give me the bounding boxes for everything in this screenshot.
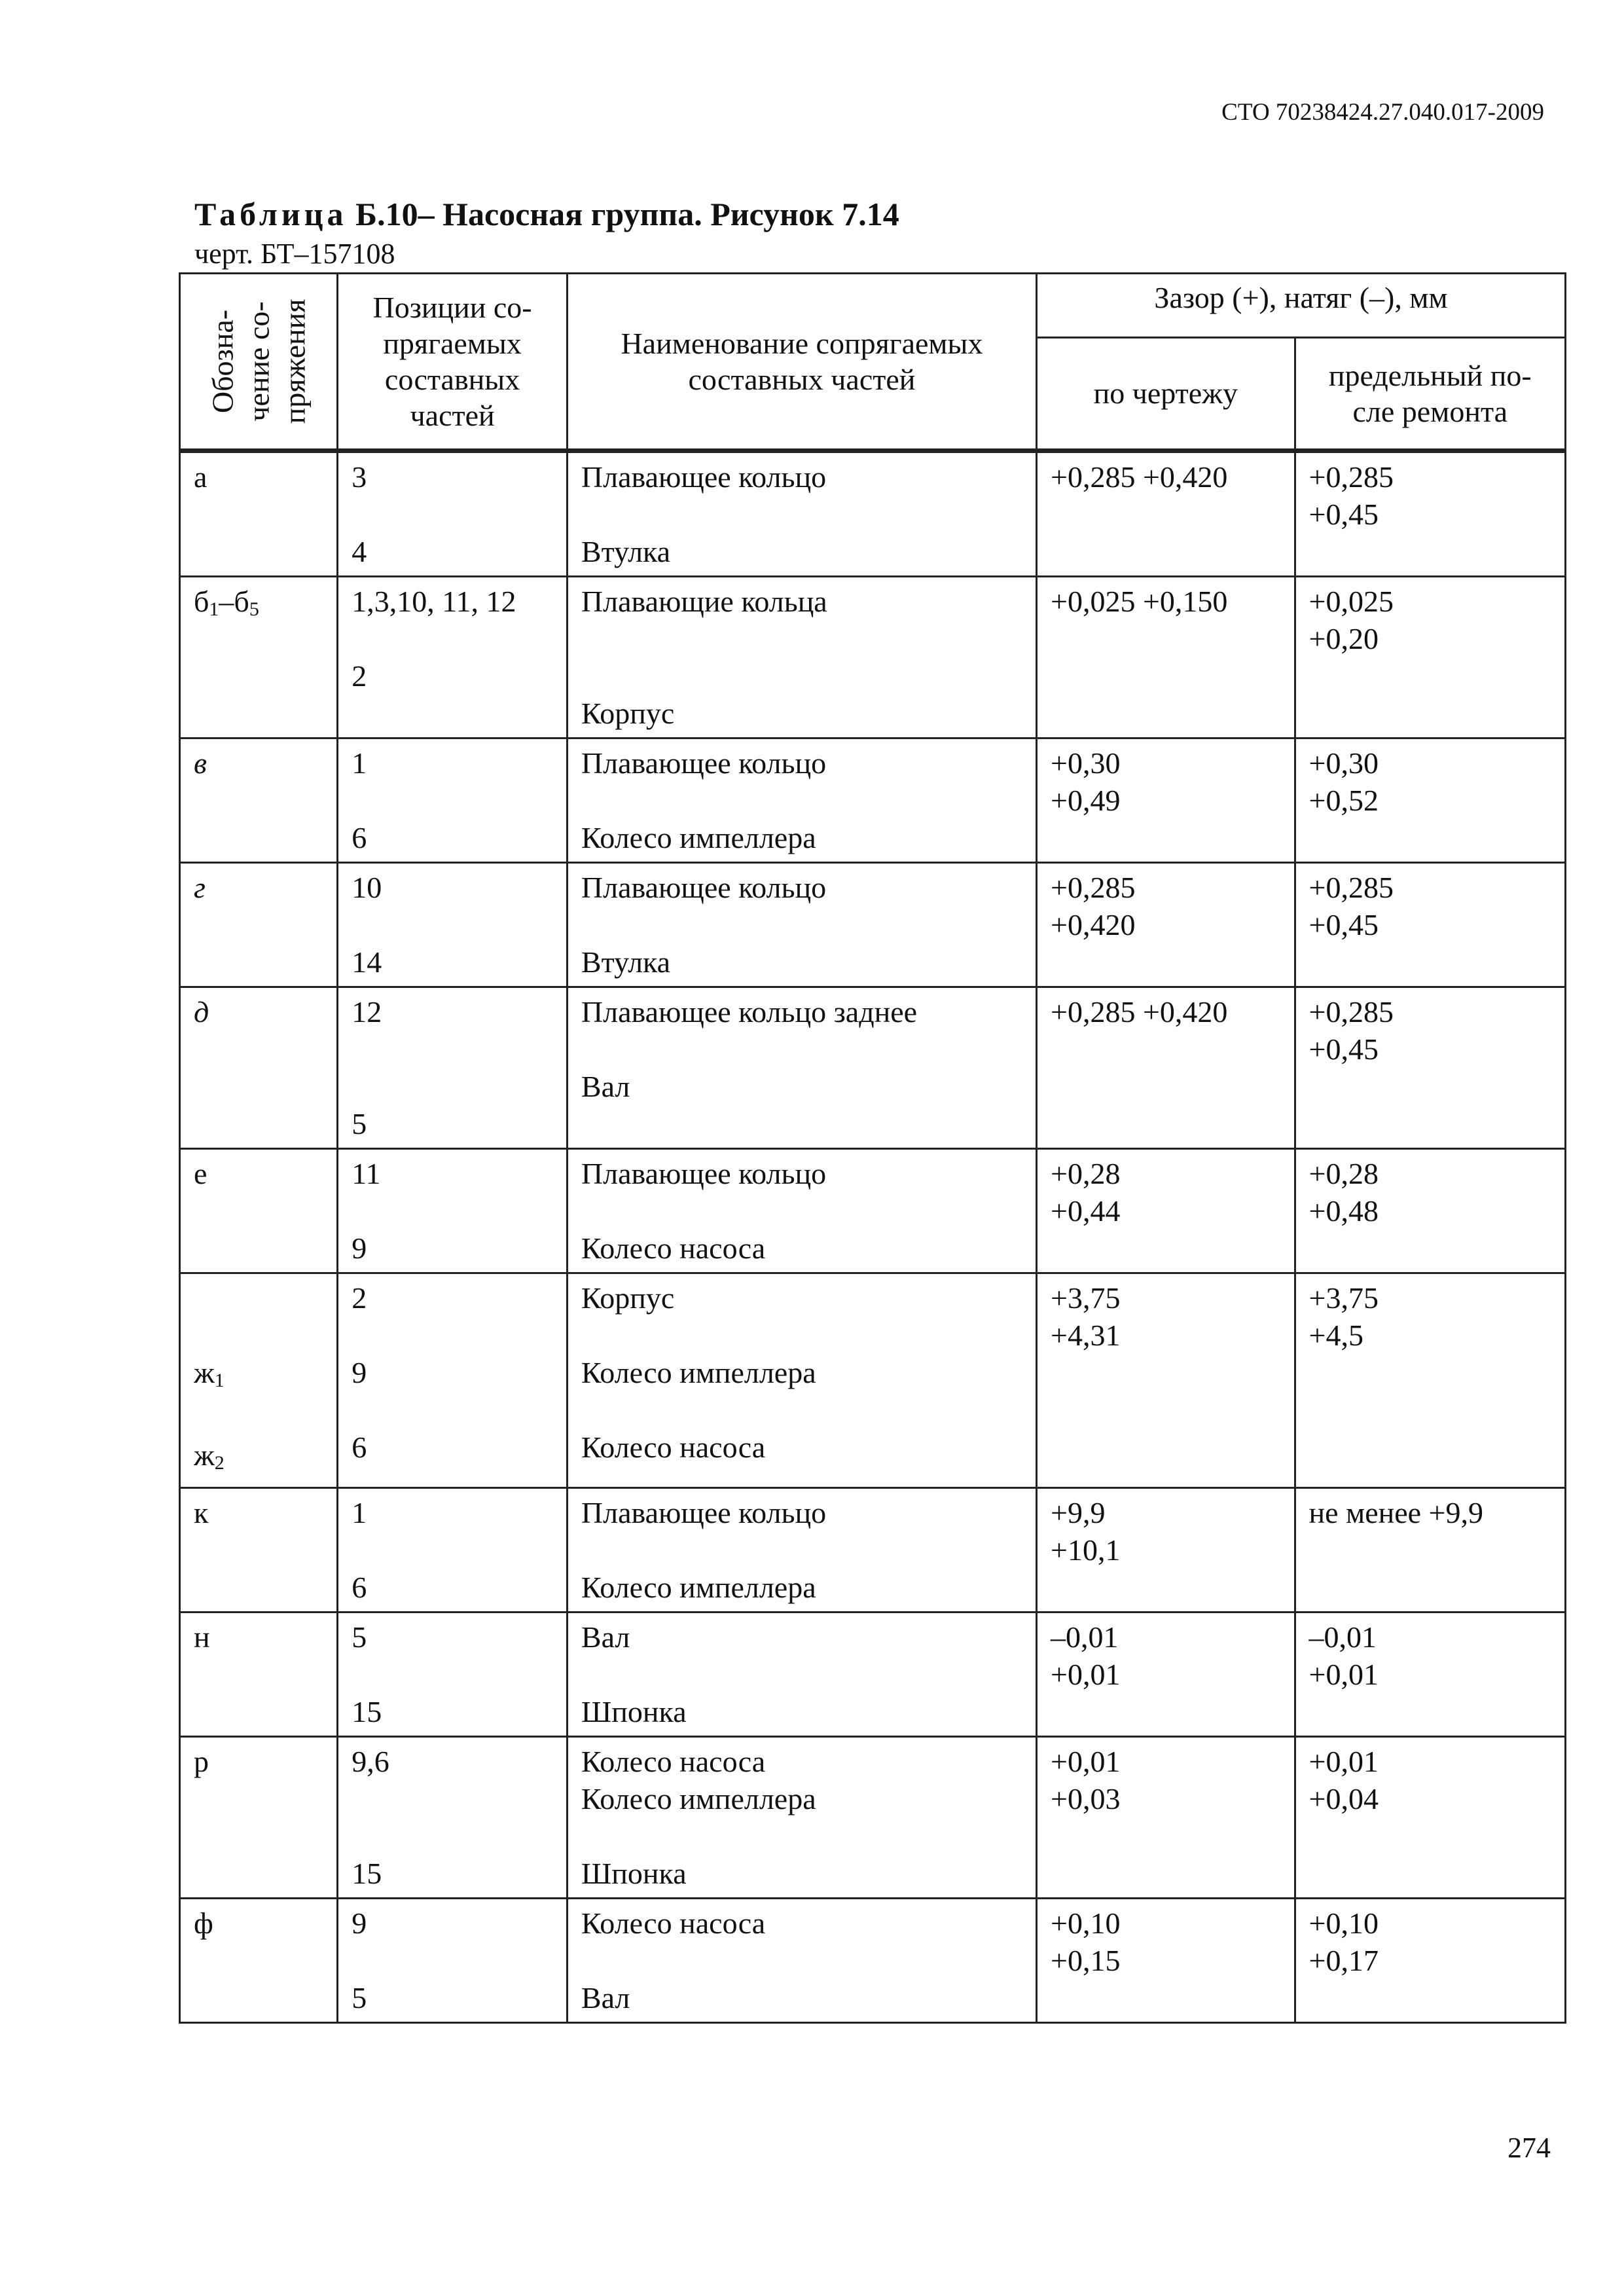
positions-cell-line: 5: [352, 1620, 367, 1654]
parts-cell-line: Колесо насоса: [581, 1906, 766, 1940]
positions-cell-line: [352, 1531, 553, 1569]
designation-text: ж: [194, 1356, 215, 1389]
parts-cell-line: Плавающее кольцо заднее: [581, 995, 918, 1029]
positions-cell: [338, 451, 568, 577]
positions-cell: [338, 577, 568, 738]
parts-cell-line: [581, 1317, 1022, 1354]
after-repair-cell: [1295, 577, 1565, 738]
designation-cell: [180, 1488, 338, 1613]
parts-cell-line: Корпус: [581, 1281, 675, 1315]
positions-cell-line: 6: [352, 821, 367, 854]
after-repair-cell-line: +0,20: [1308, 622, 1379, 655]
by-drawing-cell-line: +0,10: [1051, 1906, 1121, 1940]
positions-cell-line: [352, 1942, 553, 1979]
designation-line: [194, 1436, 323, 1482]
by-drawing-cell-line: +10,1: [1051, 1533, 1121, 1567]
table-row: [180, 451, 1566, 577]
designation-line: [194, 1279, 323, 1317]
positions-cell-line: 5: [352, 1107, 367, 1140]
positions-cell-line: 15: [352, 1857, 382, 1890]
by-drawing-cell-line: +0,49: [1051, 784, 1121, 817]
positions-cell-line: [352, 906, 553, 943]
parts-cell: [567, 1149, 1036, 1273]
designation-text: к: [194, 1496, 209, 1529]
header-row: [180, 274, 1566, 338]
after-repair-cell-line: +0,10: [1308, 1906, 1379, 1940]
positions-cell-line: [352, 1391, 553, 1429]
designation-text: а: [194, 460, 208, 494]
parts-cell-line: [581, 657, 1022, 695]
parts-cell-line: Колесо насоса: [581, 1231, 766, 1265]
parts-cell-line: [581, 620, 1022, 657]
table-title: [194, 195, 899, 233]
by-drawing-cell-line: +0,03: [1051, 1782, 1121, 1815]
after-repair-cell: [1295, 1737, 1565, 1899]
after-repair-cell: [1295, 1488, 1565, 1613]
designation-cell: [180, 738, 338, 863]
parts-cell: [567, 863, 1036, 987]
parts-cell: [567, 1488, 1036, 1613]
parts-cell-line: Корпус: [581, 697, 675, 730]
by-drawing-cell-line: +0,28: [1051, 1157, 1121, 1190]
after-repair-cell-line: +3,75: [1308, 1281, 1379, 1315]
after-repair-cell-line: –0,01: [1308, 1620, 1377, 1654]
positions-cell-line: 9: [352, 1356, 367, 1389]
positions-cell-line: 5: [352, 1981, 367, 2014]
positions-cell-line: 6: [352, 1571, 367, 1604]
parts-cell-line: Колесо импеллера: [581, 821, 816, 854]
by-drawing-cell: [1037, 863, 1295, 987]
table-row: [180, 1273, 1566, 1488]
by-drawing-cell: [1037, 738, 1295, 863]
parts-cell-line: [581, 906, 1022, 943]
after-repair-cell-line: +0,28: [1308, 1157, 1379, 1190]
after-repair-cell-line: +0,52: [1308, 784, 1379, 817]
positions-cell-line: 1: [352, 746, 367, 780]
parts-cell-line: [581, 1531, 1022, 1569]
after-repair-cell-line: +0,01: [1308, 1658, 1379, 1691]
document-code: СТО 70238424.27.040.017-2009: [1221, 99, 1544, 126]
after-repair-cell-line: +4,5: [1308, 1319, 1363, 1352]
parts-cell-line: Плавающие кольца: [581, 585, 827, 618]
header-designation: [180, 274, 338, 451]
header-designation-line: чение со-: [242, 301, 276, 422]
designation-cell: [180, 863, 338, 987]
positions-cell-line: 1,3,10, 11, 12: [352, 585, 516, 618]
parts-cell-line: Шпонка: [581, 1857, 687, 1890]
positions-cell-line: 15: [352, 1695, 382, 1728]
by-drawing-cell-line: –0,01: [1051, 1620, 1119, 1654]
header-clearance: Зазор (+), натяг (–), мм: [1037, 274, 1566, 338]
after-repair-cell: [1295, 1613, 1565, 1737]
table-row: [180, 1613, 1566, 1737]
positions-cell-line: [352, 620, 553, 657]
parts-cell-line: Колесо импеллера: [581, 1356, 816, 1389]
parts-cell-line: Колесо насоса: [581, 1430, 766, 1464]
designation-text: р: [194, 1745, 209, 1778]
parts-cell-line: [581, 496, 1022, 533]
by-drawing-cell-line: +9,9: [1051, 1496, 1106, 1529]
table-row: [180, 577, 1566, 738]
designation-subscript: 1: [214, 1370, 225, 1391]
parts-cell-line: [581, 1391, 1022, 1429]
by-drawing-cell: [1037, 1737, 1295, 1899]
table-title-label: Таблица: [194, 196, 348, 232]
header-designation-line: пряжения: [278, 299, 312, 424]
designation-cell: [180, 451, 338, 577]
after-repair-cell: [1295, 987, 1565, 1149]
header-positions: Позиции со-прягаемых составных частей: [338, 274, 568, 451]
table-title-rest: Б.10– Насосная группа. Рисунок 7.14: [347, 196, 899, 232]
after-repair-cell: [1295, 1273, 1565, 1488]
positions-cell-line: [352, 1317, 553, 1354]
positions-cell: [338, 863, 568, 987]
by-drawing-cell-line: +0,30: [1051, 746, 1121, 780]
positions-cell-line: 9: [352, 1231, 367, 1265]
parts-cell-line: Плавающее кольцо: [581, 871, 827, 904]
by-drawing-cell-line: +3,75: [1051, 1281, 1121, 1315]
positions-cell: [338, 1899, 568, 2023]
positions-cell-line: 9,6: [352, 1745, 389, 1778]
positions-cell-line: 9: [352, 1906, 367, 1940]
positions-cell-line: 11: [352, 1157, 381, 1190]
parts-cell-line: Втулка: [581, 945, 671, 979]
header-designation-line: Обозна-: [206, 309, 240, 414]
designation-text: н: [194, 1620, 210, 1654]
after-repair-cell-line: +0,30: [1308, 746, 1379, 780]
page-number: 274: [1507, 2132, 1551, 2164]
after-repair-cell: [1295, 1899, 1565, 2023]
designation-cell: [180, 1737, 338, 1899]
table-row: [180, 738, 1566, 863]
by-drawing-cell-line: +4,31: [1051, 1319, 1121, 1352]
designation-cell: [180, 987, 338, 1149]
by-drawing-cell-line: +0,420: [1051, 908, 1136, 941]
parts-cell-line: [581, 1030, 1022, 1068]
parts-cell: [567, 1273, 1036, 1488]
parts-cell-line: [581, 782, 1022, 819]
positions-cell: [338, 1613, 568, 1737]
positions-cell-line: 12: [352, 995, 382, 1029]
positions-cell: [338, 1273, 568, 1488]
designation-cell: [180, 1149, 338, 1273]
designation-text: ж: [194, 1438, 215, 1472]
header-after-repair: предельный по-сле ремонта: [1295, 337, 1565, 450]
designation-cell: [180, 1899, 338, 2023]
table-row: [180, 1737, 1566, 1899]
by-drawing-cell-line: +0,01: [1051, 1658, 1121, 1691]
designation-text: е: [194, 1157, 208, 1190]
designation-cell: [180, 577, 338, 738]
designation-text: б: [194, 585, 209, 618]
positions-cell-line: 3: [352, 460, 367, 494]
after-repair-cell-line: +0,45: [1308, 1032, 1379, 1066]
parts-cell-line: Вал: [581, 1981, 630, 2014]
after-repair-cell-line: +0,48: [1308, 1194, 1379, 1228]
parts-cell-line: [581, 1656, 1022, 1693]
after-repair-cell-line: +0,45: [1308, 908, 1379, 941]
parts-cell-line: Колесо импеллера: [581, 1571, 816, 1604]
positions-cell-line: 2: [352, 659, 367, 693]
after-repair-cell-line: +0,285: [1308, 460, 1394, 494]
parts-cell-line: Плавающее кольцо: [581, 1496, 827, 1529]
parts-cell: [567, 987, 1036, 1149]
by-drawing-cell: [1037, 1488, 1295, 1613]
designation-line: [194, 1317, 323, 1354]
parts-cell-line: [581, 1105, 1022, 1142]
table-row: [180, 863, 1566, 987]
parts-cell: [567, 1737, 1036, 1899]
by-drawing-cell-line: +0,285: [1051, 871, 1136, 904]
designation-subscript: 5: [249, 598, 259, 620]
positions-cell: [338, 1149, 568, 1273]
positions-cell-line: [352, 1656, 553, 1693]
designation-subscript: 1: [209, 598, 219, 620]
parts-cell: [567, 738, 1036, 863]
parts-cell-line: Шпонка: [581, 1695, 687, 1728]
by-drawing-cell: [1037, 1899, 1295, 2023]
by-drawing-cell: [1037, 577, 1295, 738]
positions-cell-line: [352, 1817, 553, 1855]
after-repair-cell: [1295, 451, 1565, 577]
header-by-drawing: по чертежу: [1037, 337, 1295, 450]
positions-cell-line: [352, 1068, 553, 1105]
parts-cell-line: Вал: [581, 1620, 630, 1654]
after-repair-cell-line: +0,285: [1308, 871, 1394, 904]
positions-cell-line: 2: [352, 1281, 367, 1315]
designation-text: в: [194, 746, 207, 780]
positions-cell-line: 10: [352, 871, 382, 904]
by-drawing-cell-line: +0,15: [1051, 1944, 1121, 1977]
after-repair-cell-line: +0,17: [1308, 1944, 1379, 1977]
parts-cell-line: Колесо импеллера: [581, 1782, 816, 1815]
drawing-reference: черт. БТ–157108: [194, 238, 395, 270]
after-repair-cell-line: +0,01: [1308, 1745, 1379, 1778]
after-repair-cell-line: не менее +9,9: [1308, 1496, 1484, 1529]
parts-cell-line: Втулка: [581, 535, 671, 568]
positions-cell-line: [352, 1030, 553, 1068]
designation-text: ф: [194, 1906, 213, 1940]
by-drawing-cell: [1037, 987, 1295, 1149]
positions-cell: [338, 987, 568, 1149]
by-drawing-cell: [1037, 1149, 1295, 1273]
table-row: [180, 1899, 1566, 2023]
positions-cell-line: [352, 695, 553, 732]
by-drawing-cell-line: +0,285 +0,420: [1051, 460, 1228, 494]
positions-cell-line: 14: [352, 945, 382, 979]
parts-cell: [567, 451, 1036, 577]
designation-text: –б: [219, 585, 249, 618]
designation-cell: [180, 1613, 338, 1737]
parts-cell-line: Колесо насоса: [581, 1745, 766, 1778]
parts-cell: [567, 1899, 1036, 2023]
designation-subscript: 2: [214, 1452, 225, 1474]
after-repair-cell: [1295, 863, 1565, 987]
parts-cell-line: [581, 1192, 1022, 1230]
designation-line: [194, 1399, 323, 1436]
header-parts: Наименование сопрягаемых составных частей: [567, 274, 1036, 451]
by-drawing-cell: [1037, 1613, 1295, 1737]
by-drawing-cell: [1037, 1273, 1295, 1488]
positions-cell-line: [352, 1780, 553, 1817]
table-row: [180, 1149, 1566, 1273]
by-drawing-cell-line: +0,285 +0,420: [1051, 995, 1228, 1029]
designation-text: г: [194, 871, 206, 904]
parts-cell-line: Плавающее кольцо: [581, 460, 827, 494]
positions-cell-line: 6: [352, 1430, 367, 1464]
positions-cell: [338, 738, 568, 863]
parts-cell-line: Вал: [581, 1070, 630, 1103]
parts-cell: [567, 577, 1036, 738]
positions-cell-line: [352, 496, 553, 533]
clearance-table: [179, 272, 1566, 2024]
positions-cell-line: [352, 1192, 553, 1230]
after-repair-cell-line: +0,285: [1308, 995, 1394, 1029]
positions-cell: [338, 1488, 568, 1613]
after-repair-cell-line: +0,45: [1308, 498, 1379, 531]
after-repair-cell-line: +0,025: [1308, 585, 1394, 618]
after-repair-cell: [1295, 738, 1565, 863]
designation-line: [194, 1354, 323, 1399]
positions-cell-line: [352, 782, 553, 819]
by-drawing-cell-line: +0,44: [1051, 1194, 1121, 1228]
by-drawing-cell-line: +0,025 +0,150: [1051, 585, 1228, 618]
parts-cell: [567, 1613, 1036, 1737]
table-row: [180, 1488, 1566, 1613]
by-drawing-cell-line: +0,01: [1051, 1745, 1121, 1778]
positions-cell-line: 1: [352, 1496, 367, 1529]
parts-cell-line: [581, 1817, 1022, 1855]
parts-cell-line: [581, 1942, 1022, 1979]
positions-cell-line: 4: [352, 535, 367, 568]
after-repair-cell-line: +0,04: [1308, 1782, 1379, 1815]
designation-text: д: [194, 995, 209, 1029]
positions-cell: [338, 1737, 568, 1899]
table-row: [180, 987, 1566, 1149]
parts-cell-line: Плавающее кольцо: [581, 1157, 827, 1190]
parts-cell-line: Плавающее кольцо: [581, 746, 827, 780]
by-drawing-cell: [1037, 451, 1295, 577]
designation-cell: [180, 1273, 338, 1488]
after-repair-cell: [1295, 1149, 1565, 1273]
